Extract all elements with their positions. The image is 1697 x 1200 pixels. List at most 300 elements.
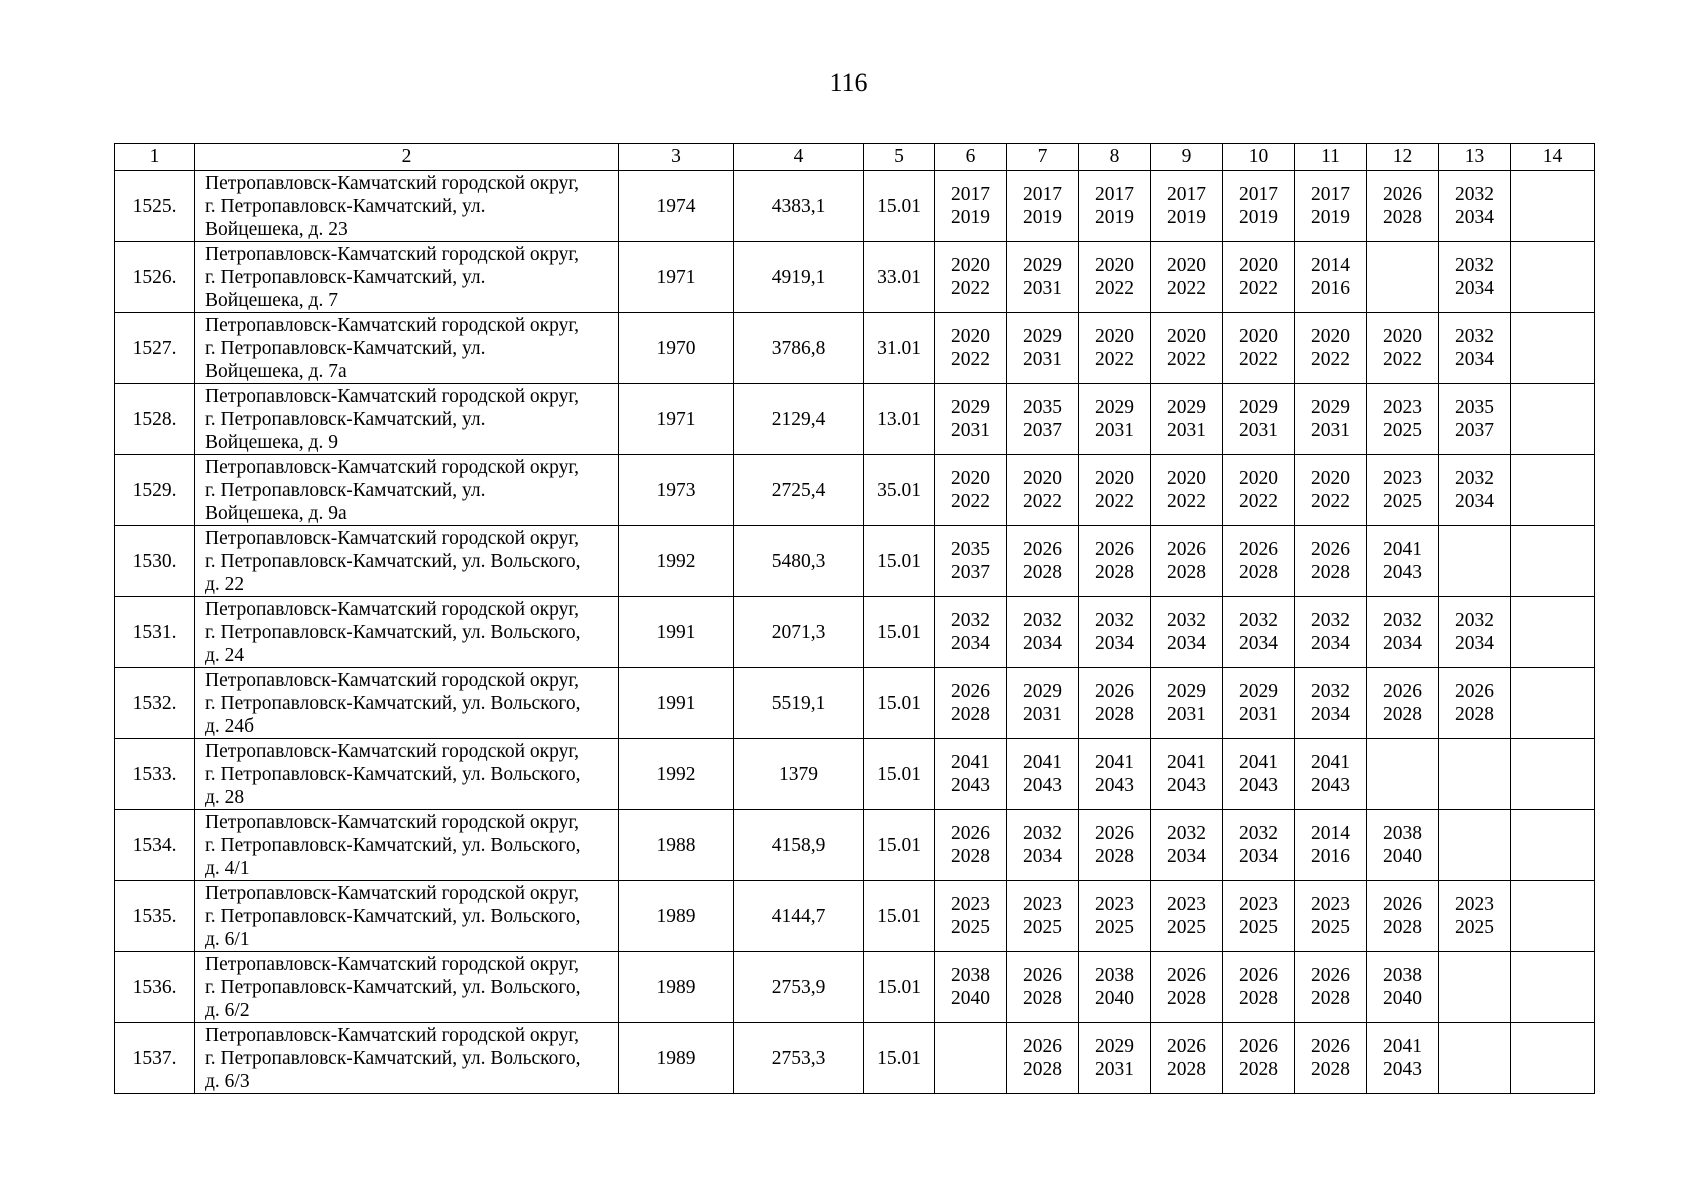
address-line: г. Петропавловск-Камчатский, ул. Вольского, — [205, 621, 581, 643]
period-cell — [1151, 455, 1223, 526]
period-cell — [1295, 455, 1367, 526]
period-cell — [1295, 313, 1367, 384]
period-cell — [1367, 384, 1439, 455]
address-cell — [195, 171, 619, 242]
table-row — [115, 242, 1595, 313]
period-end: 2034 — [1455, 207, 1494, 228]
period-end: 2028 — [1239, 562, 1278, 583]
row-number-cell: 1528. — [115, 384, 195, 455]
address-line: г. Петропавловск-Камчатский, ул. Вольского, — [205, 1047, 581, 1069]
period-end: 2028 — [951, 846, 990, 867]
period-end: 2022 — [1095, 278, 1134, 299]
period-start: 2041 — [1383, 539, 1422, 560]
period-cell — [1151, 810, 1223, 881]
code-cell: 33.01 — [864, 242, 935, 313]
period-start: 2032 — [1095, 610, 1134, 631]
period-end: 2022 — [1239, 349, 1278, 370]
period-end: 2022 — [1095, 349, 1134, 370]
address-cell — [195, 455, 619, 526]
period-start: 2032 — [1311, 610, 1350, 631]
period-end: 2022 — [1239, 491, 1278, 512]
period-end: 2043 — [1239, 775, 1278, 796]
period-cell — [1151, 1023, 1223, 1094]
period-start: 2032 — [1167, 610, 1206, 631]
period-end: 2040 — [1383, 846, 1422, 867]
period-end: 2022 — [1095, 491, 1134, 512]
period-cell — [1511, 526, 1595, 597]
period-cell — [1439, 313, 1511, 384]
period-cell — [1295, 881, 1367, 952]
year-built-cell: 1988 — [619, 810, 734, 881]
period-end: 2019 — [951, 207, 990, 228]
period-start: 2029 — [1239, 397, 1278, 418]
period-start: 2032 — [1167, 823, 1206, 844]
period-end: 2025 — [1239, 917, 1278, 938]
area-cell: 3786,8 — [734, 313, 864, 384]
period-start: 2041 — [951, 752, 990, 773]
period-end: 2028 — [951, 704, 990, 725]
row-number-cell: 1525. — [115, 171, 195, 242]
period-cell — [1151, 597, 1223, 668]
period-cell — [935, 384, 1007, 455]
period-cell — [1295, 668, 1367, 739]
address-line: Войцешека, д. 23 — [205, 218, 348, 240]
address-line: г. Петропавловск-Камчатский, ул. — [205, 408, 486, 430]
address-cell — [195, 384, 619, 455]
period-start: 2026 — [1023, 1036, 1062, 1057]
period-end: 2022 — [1239, 278, 1278, 299]
period-cell — [1007, 810, 1079, 881]
period-cell — [1223, 739, 1295, 810]
period-end: 2034 — [1239, 633, 1278, 654]
table-row — [115, 171, 1595, 242]
period-cell — [935, 668, 1007, 739]
period-start: 2029 — [1023, 681, 1062, 702]
period-start: 2020 — [1023, 468, 1062, 489]
period-end: 2043 — [951, 775, 990, 796]
period-end: 2034 — [951, 633, 990, 654]
period-end: 2031 — [1311, 420, 1350, 441]
period-end: 2028 — [1311, 988, 1350, 1009]
period-start: 2017 — [1167, 184, 1206, 205]
address-line: Петропавловск-Камчатский городской округ, — [205, 811, 580, 833]
period-start: 2032 — [1023, 610, 1062, 631]
area-cell: 4144,7 — [734, 881, 864, 952]
period-end: 2028 — [1023, 988, 1062, 1009]
address-line: Петропавловск-Камчатский городской округ, — [205, 1024, 580, 1046]
period-cell — [1367, 526, 1439, 597]
period-cell — [1007, 171, 1079, 242]
column-header: 10 — [1223, 144, 1295, 171]
period-cell — [1079, 526, 1151, 597]
period-cell — [1223, 171, 1295, 242]
period-end: 2022 — [951, 349, 990, 370]
period-cell — [935, 1023, 1007, 1094]
period-end: 2022 — [1311, 491, 1350, 512]
code-cell: 15.01 — [864, 881, 935, 952]
address-line: Петропавловск-Камчатский городской округ, — [205, 598, 580, 620]
period-cell — [1151, 526, 1223, 597]
row-number-cell: 1529. — [115, 455, 195, 526]
period-cell — [935, 739, 1007, 810]
period-cell — [1007, 526, 1079, 597]
address-cell — [195, 952, 619, 1023]
table-row — [115, 810, 1595, 881]
period-cell — [1223, 1023, 1295, 1094]
period-start: 2020 — [1383, 326, 1422, 347]
table-row — [115, 1023, 1595, 1094]
address-line: Петропавловск-Камчатский городской округ, — [205, 385, 580, 407]
table-row — [115, 313, 1595, 384]
period-cell — [1367, 171, 1439, 242]
address-cell — [195, 668, 619, 739]
code-cell: 15.01 — [864, 739, 935, 810]
period-start: 2020 — [1095, 326, 1134, 347]
code-cell: 15.01 — [864, 668, 935, 739]
period-cell — [935, 313, 1007, 384]
code-cell: 15.01 — [864, 1023, 935, 1094]
period-cell — [1007, 668, 1079, 739]
period-start: 2023 — [1383, 397, 1422, 418]
year-built-cell: 1992 — [619, 739, 734, 810]
period-cell — [1439, 242, 1511, 313]
period-start: 2029 — [1095, 397, 1134, 418]
address-line: Войцешека, д. 9а — [205, 502, 347, 524]
period-end: 2028 — [1167, 1059, 1206, 1080]
address-line: г. Петропавловск-Камчатский, ул. Вольского, — [205, 692, 581, 714]
period-cell — [1223, 952, 1295, 1023]
period-start: 2029 — [1095, 1036, 1134, 1057]
period-end: 2022 — [951, 278, 990, 299]
address-cell — [195, 739, 619, 810]
period-start: 2032 — [1023, 823, 1062, 844]
period-start: 2026 — [1239, 965, 1278, 986]
area-cell: 5519,1 — [734, 668, 864, 739]
period-start: 2020 — [1167, 468, 1206, 489]
housing-table — [114, 143, 1595, 1094]
address-line: Петропавловск-Камчатский городской округ, — [205, 456, 580, 478]
period-start: 2020 — [1167, 255, 1206, 276]
period-start: 2029 — [1023, 326, 1062, 347]
year-built-cell: 1989 — [619, 881, 734, 952]
table-row — [115, 739, 1595, 810]
period-cell — [1079, 881, 1151, 952]
period-end: 2028 — [1095, 846, 1134, 867]
period-cell — [1295, 526, 1367, 597]
period-cell — [1511, 810, 1595, 881]
period-cell — [1223, 597, 1295, 668]
period-end: 2031 — [1023, 349, 1062, 370]
address-line: д. 4/1 — [205, 857, 250, 879]
period-cell — [1295, 171, 1367, 242]
period-end: 2034 — [1455, 491, 1494, 512]
period-start: 2038 — [951, 965, 990, 986]
area-cell: 1379 — [734, 739, 864, 810]
period-start: 2029 — [1167, 681, 1206, 702]
period-cell — [935, 242, 1007, 313]
period-cell — [1367, 597, 1439, 668]
period-end: 2034 — [1455, 633, 1494, 654]
period-cell — [1079, 242, 1151, 313]
period-start: 2023 — [951, 894, 990, 915]
period-start: 2032 — [1455, 468, 1494, 489]
address-line: д. 24б — [205, 715, 255, 737]
period-cell — [1367, 242, 1439, 313]
period-start: 2026 — [1239, 1036, 1278, 1057]
period-end: 2028 — [1023, 1059, 1062, 1080]
period-start: 2023 — [1095, 894, 1134, 915]
period-end: 2034 — [1239, 846, 1278, 867]
period-start: 2032 — [1311, 681, 1350, 702]
period-cell — [1151, 668, 1223, 739]
period-end: 2034 — [1455, 349, 1494, 370]
period-cell — [1511, 171, 1595, 242]
period-end: 2037 — [951, 562, 990, 583]
period-end: 2019 — [1023, 207, 1062, 228]
period-start: 2026 — [1167, 539, 1206, 560]
period-end: 2040 — [951, 988, 990, 1009]
period-start: 2026 — [1383, 894, 1422, 915]
year-built-cell: 1973 — [619, 455, 734, 526]
period-start: 2026 — [951, 681, 990, 702]
period-start: 2032 — [1239, 610, 1278, 631]
period-start: 2041 — [1239, 752, 1278, 773]
period-cell — [1367, 739, 1439, 810]
period-cell — [1295, 739, 1367, 810]
period-start: 2020 — [951, 255, 990, 276]
period-start: 2038 — [1383, 823, 1422, 844]
period-start: 2032 — [1455, 255, 1494, 276]
period-cell — [1439, 1023, 1511, 1094]
period-start: 2035 — [1023, 397, 1062, 418]
period-end: 2025 — [1383, 420, 1422, 441]
period-start: 2026 — [1455, 681, 1494, 702]
table-row — [115, 881, 1595, 952]
period-cell — [1295, 810, 1367, 881]
period-start: 2020 — [1095, 255, 1134, 276]
period-end: 2016 — [1311, 846, 1350, 867]
period-start: 2041 — [1095, 752, 1134, 773]
period-start: 2032 — [1455, 610, 1494, 631]
period-end: 2043 — [1167, 775, 1206, 796]
period-end: 2022 — [1167, 278, 1206, 299]
area-cell: 2129,4 — [734, 384, 864, 455]
period-start: 2029 — [1239, 681, 1278, 702]
period-cell — [1511, 739, 1595, 810]
address-line: д. 24 — [205, 644, 245, 666]
row-number-cell: 1526. — [115, 242, 195, 313]
period-end: 2019 — [1311, 207, 1350, 228]
column-header: 2 — [195, 144, 619, 171]
period-start: 2026 — [1239, 539, 1278, 560]
column-header: 13 — [1439, 144, 1511, 171]
period-cell — [1295, 952, 1367, 1023]
column-header: 9 — [1151, 144, 1223, 171]
address-line: Петропавловск-Камчатский городской округ, — [205, 527, 580, 549]
period-end: 2016 — [1311, 278, 1350, 299]
period-start: 2026 — [1095, 539, 1134, 560]
period-start: 2029 — [1023, 255, 1062, 276]
period-start: 2032 — [1239, 823, 1278, 844]
period-start: 2020 — [951, 468, 990, 489]
period-end: 2034 — [1023, 633, 1062, 654]
period-cell — [1511, 881, 1595, 952]
period-end: 2019 — [1167, 207, 1206, 228]
period-start: 2029 — [1311, 397, 1350, 418]
period-start: 2017 — [1095, 184, 1134, 205]
period-end: 2031 — [951, 420, 990, 441]
period-cell — [1439, 810, 1511, 881]
column-header: 7 — [1007, 144, 1079, 171]
address-cell — [195, 881, 619, 952]
period-end: 2034 — [1095, 633, 1134, 654]
period-start: 2035 — [951, 539, 990, 560]
row-number-cell: 1531. — [115, 597, 195, 668]
code-cell: 15.01 — [864, 952, 935, 1023]
period-cell — [935, 455, 1007, 526]
period-start: 2041 — [1167, 752, 1206, 773]
table-body — [115, 171, 1595, 1094]
year-built-cell: 1991 — [619, 668, 734, 739]
period-cell — [1439, 668, 1511, 739]
address-line: г. Петропавловск-Камчатский, ул. — [205, 266, 486, 288]
period-start: 2026 — [1311, 965, 1350, 986]
year-built-cell: 1970 — [619, 313, 734, 384]
period-cell — [1295, 597, 1367, 668]
column-header: 14 — [1511, 144, 1595, 171]
column-header: 12 — [1367, 144, 1439, 171]
address-cell — [195, 313, 619, 384]
column-header: 3 — [619, 144, 734, 171]
period-end: 2028 — [1455, 704, 1494, 725]
row-number-cell: 1535. — [115, 881, 195, 952]
area-cell: 2071,3 — [734, 597, 864, 668]
column-header: 6 — [935, 144, 1007, 171]
period-cell — [1439, 597, 1511, 668]
period-cell — [1007, 384, 1079, 455]
period-end: 2028 — [1311, 562, 1350, 583]
address-cell — [195, 597, 619, 668]
period-start: 2026 — [1383, 681, 1422, 702]
period-cell — [1079, 313, 1151, 384]
code-cell: 15.01 — [864, 526, 935, 597]
address-line: г. Петропавловск-Камчатский, ул. Вольского, — [205, 976, 581, 998]
period-start: 2026 — [1311, 539, 1350, 560]
period-end: 2025 — [1167, 917, 1206, 938]
period-cell — [1079, 668, 1151, 739]
period-start: 2038 — [1095, 965, 1134, 986]
period-cell — [1151, 171, 1223, 242]
period-cell — [1079, 455, 1151, 526]
period-cell — [1079, 810, 1151, 881]
period-end: 2022 — [951, 491, 990, 512]
area-cell: 5480,3 — [734, 526, 864, 597]
period-start: 2026 — [1095, 681, 1134, 702]
period-start: 2026 — [1095, 823, 1134, 844]
period-cell — [1439, 171, 1511, 242]
period-end: 2025 — [1023, 917, 1062, 938]
period-end: 2028 — [1239, 1059, 1278, 1080]
column-header: 8 — [1079, 144, 1151, 171]
period-start: 2017 — [1311, 184, 1350, 205]
period-end: 2031 — [1167, 704, 1206, 725]
period-end: 2028 — [1095, 562, 1134, 583]
period-end: 2022 — [1383, 349, 1422, 370]
period-start: 2026 — [1167, 965, 1206, 986]
period-end: 2031 — [1239, 704, 1278, 725]
code-cell: 15.01 — [864, 810, 935, 881]
period-end: 2031 — [1023, 278, 1062, 299]
table-row — [115, 668, 1595, 739]
period-start: 2041 — [1023, 752, 1062, 773]
address-line: г. Петропавловск-Камчатский, ул. Вольского, — [205, 763, 581, 785]
period-cell — [1367, 1023, 1439, 1094]
period-end: 2019 — [1239, 207, 1278, 228]
period-end: 2040 — [1095, 988, 1134, 1009]
period-cell — [1223, 881, 1295, 952]
period-start: 2029 — [1167, 397, 1206, 418]
period-end: 2040 — [1383, 988, 1422, 1009]
period-cell — [1151, 313, 1223, 384]
period-end: 2034 — [1023, 846, 1062, 867]
period-start: 2017 — [1023, 184, 1062, 205]
period-end: 2043 — [1383, 1059, 1422, 1080]
period-cell — [1223, 526, 1295, 597]
period-cell — [935, 810, 1007, 881]
area-cell: 4158,9 — [734, 810, 864, 881]
address-line: Петропавловск-Камчатский городской округ, — [205, 740, 580, 762]
row-number-cell: 1530. — [115, 526, 195, 597]
period-cell — [1439, 881, 1511, 952]
period-cell — [1151, 242, 1223, 313]
address-line: г. Петропавловск-Камчатский, ул. Вольского, — [205, 550, 581, 572]
column-number-row — [115, 144, 1595, 171]
period-end: 2031 — [1095, 1059, 1134, 1080]
period-cell — [1367, 313, 1439, 384]
period-end: 2031 — [1023, 704, 1062, 725]
address-cell — [195, 810, 619, 881]
period-cell — [1295, 242, 1367, 313]
period-start: 2017 — [1239, 184, 1278, 205]
period-cell — [1439, 455, 1511, 526]
period-end: 2028 — [1383, 207, 1422, 228]
period-cell — [1223, 384, 1295, 455]
address-line: Петропавловск-Камчатский городской округ, — [205, 953, 580, 975]
address-line: Петропавловск-Камчатский городской округ, — [205, 669, 580, 691]
period-start: 2014 — [1311, 255, 1350, 276]
year-built-cell: 1989 — [619, 1023, 734, 1094]
table-row — [115, 384, 1595, 455]
address-line: г. Петропавловск-Камчатский, ул. Вольского, — [205, 834, 581, 856]
address-line: д. 6/2 — [205, 999, 250, 1021]
period-start: 2020 — [1239, 255, 1278, 276]
period-end: 2034 — [1383, 633, 1422, 654]
period-start: 2032 — [1383, 610, 1422, 631]
year-built-cell: 1992 — [619, 526, 734, 597]
column-header: 11 — [1295, 144, 1367, 171]
period-cell — [1511, 242, 1595, 313]
address-line: Петропавловск-Камчатский городской округ, — [205, 882, 580, 904]
period-cell — [1295, 384, 1367, 455]
column-header: 5 — [864, 144, 935, 171]
period-cell — [935, 952, 1007, 1023]
period-start: 2026 — [1023, 965, 1062, 986]
period-start: 2020 — [1239, 326, 1278, 347]
address-line: д. 22 — [205, 573, 245, 595]
period-cell — [1007, 881, 1079, 952]
year-built-cell: 1971 — [619, 242, 734, 313]
address-line: Петропавловск-Камчатский городской округ, — [205, 172, 580, 194]
